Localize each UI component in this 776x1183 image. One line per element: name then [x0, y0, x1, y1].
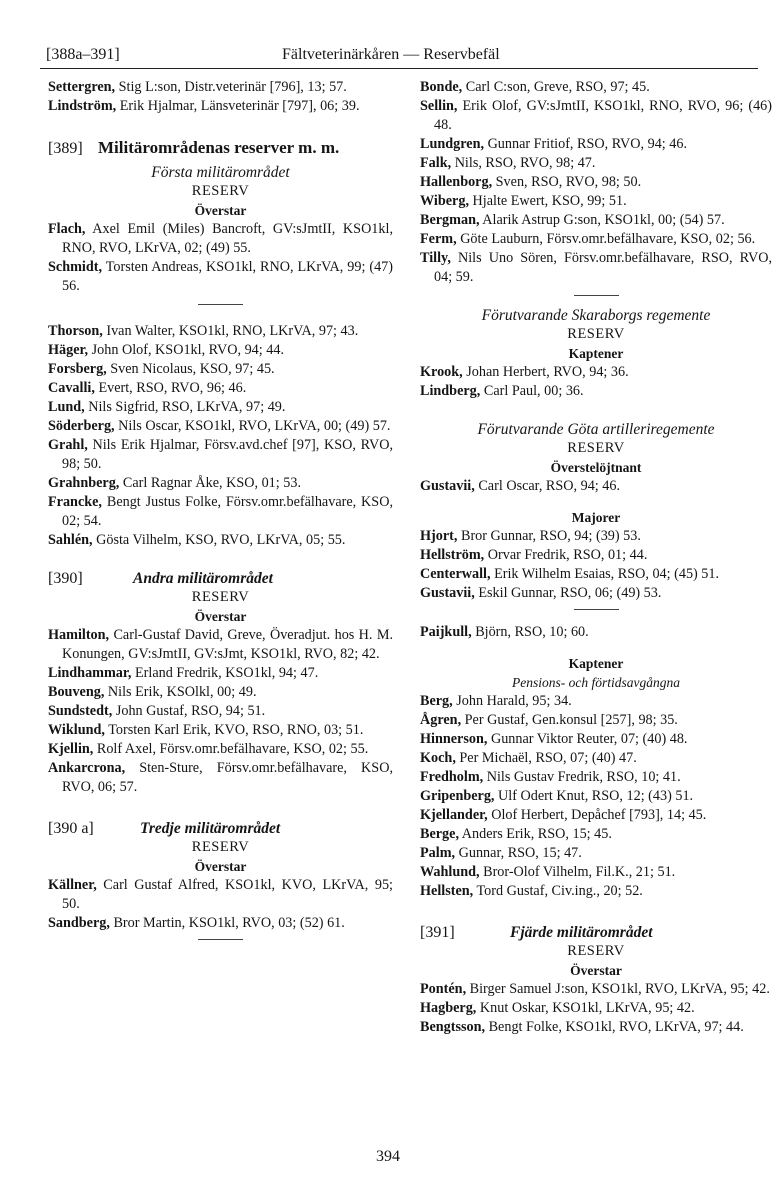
entry-list [48, 220, 393, 296]
entry-surname: Grahl, [48, 437, 88, 453]
entry-details: Knut Oskar, KSO1kl, LKrVA, 95; 42. [476, 1000, 695, 1016]
entry-surname: Wiberg, [420, 193, 469, 209]
entry-surname: Hagberg, [420, 1000, 477, 1016]
roster-entry [420, 711, 772, 730]
entry-details: Carl C:son, Greve, RSO, 97; 45. [462, 79, 650, 95]
roster-entry [420, 135, 772, 154]
entry-details: Carl-Gustaf David, Greve, Överadjut. hos H. M. Konungen, GV:sJmtII, GV:sJmt, KSO1kl, RVO, 82; 42. [62, 627, 393, 662]
rank-heading: Överstar [194, 609, 247, 624]
entry-details: Orvar Fredrik, RSO, 01; 44. [484, 547, 648, 563]
roster-entry [48, 474, 393, 493]
entry-details: Axel Emil (Miles) Bancroft, GV:sJmtII, KSO1kl, RNO, RVO, LKrVA, 02; (49) 55. [62, 221, 393, 256]
page-number: 394 [376, 1148, 400, 1165]
entry-details: John Gustaf, RSO, 94; 51. [112, 703, 266, 719]
entry-surname: Gustavii, [420, 585, 475, 601]
entry-surname: Sellin, [420, 98, 458, 114]
entry-details: Bror Martin, KSO1kl, RVO, 03; (52) 61. [109, 915, 345, 931]
section-title: Tredje militärområdet [140, 820, 281, 837]
entry-surname: Wahlund, [420, 864, 480, 880]
header-range: [388a–391] [46, 46, 120, 63]
entry-details: Nils Erik Hjalmar, Försv.avd.chef [97], KSO, RVO, 98; 50. [62, 437, 393, 472]
entry-details: Göte Lauburn, Försv.omr.befälhavare, KSO, 02; 56. [456, 231, 756, 247]
entry-surname: Koch, [420, 750, 456, 766]
entry-details: Tord Gustaf, Civ.ing., 20; 52. [473, 883, 643, 899]
entry-details: Nils, RSO, RVO, 98; 47. [451, 155, 596, 171]
area-title: Första militärområdet [151, 164, 290, 181]
entry-details: Carl Oscar, RSO, 94; 46. [474, 478, 621, 494]
roster-entry [48, 97, 393, 116]
roster-entry [420, 363, 772, 382]
entry-list [48, 626, 393, 797]
roster-entry [420, 863, 772, 882]
roster-entry [420, 173, 772, 192]
roster-entry [420, 999, 772, 1018]
reserv-label: RESERV [567, 943, 625, 959]
entry-details: John Harald, 95; 34. [452, 693, 572, 709]
roster-entry [420, 97, 772, 135]
roster-entry [48, 398, 393, 417]
entry-details: Nils Uno Sören, Försv.omr.befälhavare, RSO, RVO, 04; 59. [434, 250, 772, 285]
entry-surname: Bonde, [420, 79, 463, 95]
entry-details: Hjalte Ewert, KSO, 99; 51. [469, 193, 627, 209]
entry-surname: Hamilton, [48, 627, 110, 643]
roster-entry [420, 882, 772, 901]
entry-list [420, 477, 772, 496]
entry-details: Sven, RSO, RVO, 98; 50. [492, 174, 642, 190]
roster-entry [420, 477, 772, 496]
entry-details: Erik Wilhelm Esaias, RSO, 04; (45) 51. [490, 566, 720, 582]
entry-list [48, 322, 393, 550]
entry-details: Carl Gustaf Alfred, KSO1kl, KVO, LKrVA, 95; 50. [62, 877, 393, 912]
entry-details: Evert, RSO, RVO, 96; 46. [94, 380, 247, 396]
entry-details: Erik Hjalmar, Länsveterinär [797], 06; 39. [116, 98, 360, 114]
left-column [48, 78, 393, 940]
entry-surname: Flach, [48, 221, 86, 237]
roster-entry [48, 322, 393, 341]
rank-heading: Överstar [570, 963, 622, 978]
entry-details: Erland Fredrik, KSO1kl, 94; 47. [131, 665, 319, 681]
roster-entry [420, 844, 772, 863]
entry-surname: Hallenborg, [420, 174, 493, 190]
reserv-label: RESERV [567, 326, 625, 342]
entry-surname: Wiklund, [48, 722, 105, 738]
entry-details: Alarik Astrup G:son, KSO1kl, 00; (54) 57. [479, 212, 725, 228]
section-390-heading [48, 569, 393, 588]
entry-surname: Hjort, [420, 528, 458, 544]
entry-list [48, 78, 393, 116]
roster-entry [48, 379, 393, 398]
roster-entry [48, 493, 393, 531]
rank-heading: Överstelöjtnant [550, 460, 642, 475]
roster-entry [420, 1018, 772, 1037]
entry-surname: Bengtsson, [420, 1019, 486, 1035]
entry-details: Bengt Folke, KSO1kl, RVO, LKrVA, 97; 44. [485, 1019, 744, 1035]
roster-entry [48, 258, 393, 296]
roster-entry [48, 721, 393, 740]
entry-surname: Lundgren, [420, 136, 485, 152]
entry-details: Erik Olof, GV:sJmtII, KSO1kl, RNO, RVO, 96; (46) 48. [434, 98, 772, 133]
roster-entry [420, 623, 772, 642]
section-391-heading [420, 923, 772, 942]
roster-entry [48, 417, 393, 436]
entry-details: Gunnar, RSO, 15; 47. [455, 845, 582, 861]
roster-entry [420, 192, 772, 211]
entry-surname: Häger, [48, 342, 89, 358]
roster-entry [420, 825, 772, 844]
rank-heading: Kaptener [568, 346, 624, 361]
roster-entry [420, 154, 772, 173]
section-title: Fjärde militärområdet [510, 924, 653, 941]
entry-list [420, 980, 772, 1037]
entry-surname: Ågren, [420, 712, 462, 728]
entry-details: Bror-Olof Vilhelm, Fil.K., 21; 51. [479, 864, 676, 880]
rank-heading: Överstar [194, 859, 247, 874]
header-title: Fältveterinärkåren — Reservbefäl [282, 46, 500, 63]
entry-surname: Cavalli, [48, 380, 95, 396]
entry-details: John Olof, KSO1kl, RVO, 94; 44. [88, 342, 284, 358]
entry-details: Carl Ragnar Åke, KSO, 01; 53. [119, 475, 301, 491]
entry-surname: Francke, [48, 494, 102, 510]
roster-entry [420, 78, 772, 97]
divider [198, 939, 243, 940]
roster-entry [420, 211, 772, 230]
entry-list [420, 363, 772, 401]
entry-details: Per Michaël, RSO, 07; (40) 47. [455, 750, 637, 766]
entry-surname: Fredholm, [420, 769, 484, 785]
entry-surname: Tilly, [420, 250, 451, 266]
roster-entry [420, 230, 772, 249]
roster-entry [48, 220, 393, 258]
entry-details: Ivan Walter, KSO1kl, RNO, LKrVA, 97; 43. [102, 323, 359, 339]
roster-entry [420, 980, 772, 999]
page-header [40, 40, 758, 69]
entry-surname: Bouveng, [48, 684, 105, 700]
section-number: [389] [48, 140, 83, 157]
entry-surname: Pontén, [420, 981, 467, 997]
entry-details: Sven Nicolaus, KSO, 97; 45. [106, 361, 275, 377]
roster-entry [48, 531, 393, 550]
entry-details: Nils Gustav Fredrik, RSO, 10; 41. [483, 769, 681, 785]
entry-surname: Lindhammar, [48, 665, 132, 681]
roster-entry [48, 360, 393, 379]
entry-details: Rolf Axel, Försv.omr.befälhavare, KSO, 02; 55. [93, 741, 369, 757]
entry-surname: Berge, [420, 826, 459, 842]
section-number: [391] [420, 924, 455, 941]
entry-details: Ulf Odert Knut, RSO, 12; (43) 51. [494, 788, 694, 804]
area-title: Förutvarande Skaraborgs regemente [481, 307, 711, 324]
entry-surname: Gripenberg, [420, 788, 495, 804]
roster-entry [420, 787, 772, 806]
entry-details: Anders Erik, RSO, 15; 45. [459, 826, 612, 842]
reserv-label: RESERV [191, 839, 250, 855]
roster-entry [420, 249, 772, 287]
right-column [420, 78, 772, 1037]
entry-details: Gunnar Fritiof, RSO, RVO, 94; 46. [484, 136, 688, 152]
entry-details: Carl Paul, 00; 36. [480, 383, 584, 399]
roster-entry [48, 683, 393, 702]
roster-entry [420, 749, 772, 768]
roster-entry [48, 740, 393, 759]
roster-entry [48, 914, 393, 933]
entry-surname: Lindström, [48, 98, 117, 114]
roster-entry [48, 664, 393, 683]
roster-entry [420, 768, 772, 787]
entry-details: Birger Samuel J:son, KSO1kl, RVO, LKrVA, 95; 42. [466, 981, 770, 997]
entry-details: Torsten Andreas, KSO1kl, RNO, LKrVA, 99; (47) 56. [62, 259, 393, 294]
entry-surname: Hinnerson, [420, 731, 488, 747]
roster-entry [48, 626, 393, 664]
roster-entry [420, 584, 772, 603]
entry-details: Gösta Vilhelm, KSO, RVO, LKrVA, 05; 55. [92, 532, 346, 548]
entry-surname: Kjellin, [48, 741, 94, 757]
entry-details: Eskil Gunnar, RSO, 06; (49) 53. [474, 585, 662, 601]
entry-details: Nils Oscar, KSO1kl, RVO, LKrVA, 00; (49) 57. [114, 418, 391, 434]
entry-details: Nils Sigfrid, RSO, LKrVA, 97; 49. [84, 399, 286, 415]
section-number: [390] [48, 570, 83, 587]
entry-surname: Lindberg, [420, 383, 481, 399]
entry-list [420, 623, 772, 642]
entry-list [420, 692, 772, 901]
reserv-label: RESERV [567, 440, 625, 456]
entry-surname: Gustavii, [420, 478, 475, 494]
entry-details: Johan Herbert, RVO, 94; 36. [462, 364, 629, 380]
rank-heading: Överstar [194, 203, 247, 218]
entry-surname: Hellsten, [420, 883, 474, 899]
reserv-label: RESERV [191, 183, 250, 199]
entry-details: Per Gustaf, Gen.konsul [257], 98; 35. [461, 712, 678, 728]
entry-list [420, 527, 772, 603]
roster-entry [420, 565, 772, 584]
roster-entry [48, 78, 393, 97]
entry-surname: Settergren, [48, 79, 116, 95]
section-title: Andra militärområdet [133, 570, 273, 587]
entry-surname: Berg, [420, 693, 453, 709]
entry-surname: Ankarcrona, [48, 760, 126, 776]
entry-surname: Sahlén, [48, 532, 93, 548]
roster-entry [420, 730, 772, 749]
entry-surname: Hellström, [420, 547, 485, 563]
section-389-heading [48, 138, 393, 158]
entry-surname: Palm, [420, 845, 456, 861]
roster-entry [420, 527, 772, 546]
entry-details: Torsten Karl Erik, KVO, RSO, RNO, 03; 51. [104, 722, 364, 738]
section-number: [390 a] [48, 820, 94, 837]
entry-surname: Bergman, [420, 212, 480, 228]
entry-surname: Ferm, [420, 231, 457, 247]
entry-list [420, 78, 772, 287]
entry-details: Sten-Sture, Försv.omr.befälhavare, KSO, RVO, 06; 57. [62, 760, 393, 795]
entry-details: Bror Gunnar, RSO, 94; (39) 53. [457, 528, 641, 544]
entry-surname: Forsberg, [48, 361, 107, 377]
roster-entry [420, 546, 772, 565]
entry-surname: Krook, [420, 364, 463, 380]
entry-details: Nils Erik, KSOlkl, 00; 49. [104, 684, 257, 700]
rank-heading: Kaptener [568, 656, 624, 671]
roster-entry [48, 436, 393, 474]
entry-details: Olof Herbert, Depåchef [793], 14; 45. [487, 807, 707, 823]
entry-surname: Sundstedt, [48, 703, 113, 719]
entry-surname: Källner, [48, 877, 97, 893]
entry-surname: Centerwall, [420, 566, 491, 582]
roster-entry [48, 876, 393, 914]
rank-heading: Majorer [571, 510, 621, 525]
entry-details: Bengt Justus Folke, Försv.omr.befälhavare, KSO, 02; 54. [62, 494, 393, 529]
roster-entry [48, 702, 393, 721]
entry-surname: Kjellander, [420, 807, 488, 823]
entry-list [48, 876, 393, 933]
entry-surname: Grahnberg, [48, 475, 120, 491]
reserv-label: RESERV [191, 589, 250, 605]
section-390a-heading [48, 819, 393, 838]
entry-details: Björn, RSO, 10; 60. [471, 624, 589, 640]
roster-entry [420, 382, 772, 401]
entry-surname: Falk, [420, 155, 452, 171]
entry-surname: Schmidt, [48, 259, 102, 275]
entry-surname: Lund, [48, 399, 85, 415]
area-title: Förutvarande Göta artilleriregemente [477, 421, 715, 438]
entry-surname: Paijkull, [420, 624, 472, 640]
roster-entry [420, 806, 772, 825]
entry-surname: Thorson, [48, 323, 103, 339]
roster-entry [48, 341, 393, 360]
roster-entry [420, 692, 772, 711]
entry-details: Gunnar Viktor Reuter, 07; (40) 48. [487, 731, 688, 747]
entry-surname: Sandberg, [48, 915, 110, 931]
roster-entry [48, 759, 393, 797]
section-title: Militärområdenas reserver m. m. [98, 138, 340, 157]
entry-details: Stig L:son, Distr.veterinär [796], 13; 57. [115, 79, 347, 95]
sub-heading: Pensions- och förtidsavgångna [512, 675, 680, 690]
entry-surname: Söderberg, [48, 418, 115, 434]
